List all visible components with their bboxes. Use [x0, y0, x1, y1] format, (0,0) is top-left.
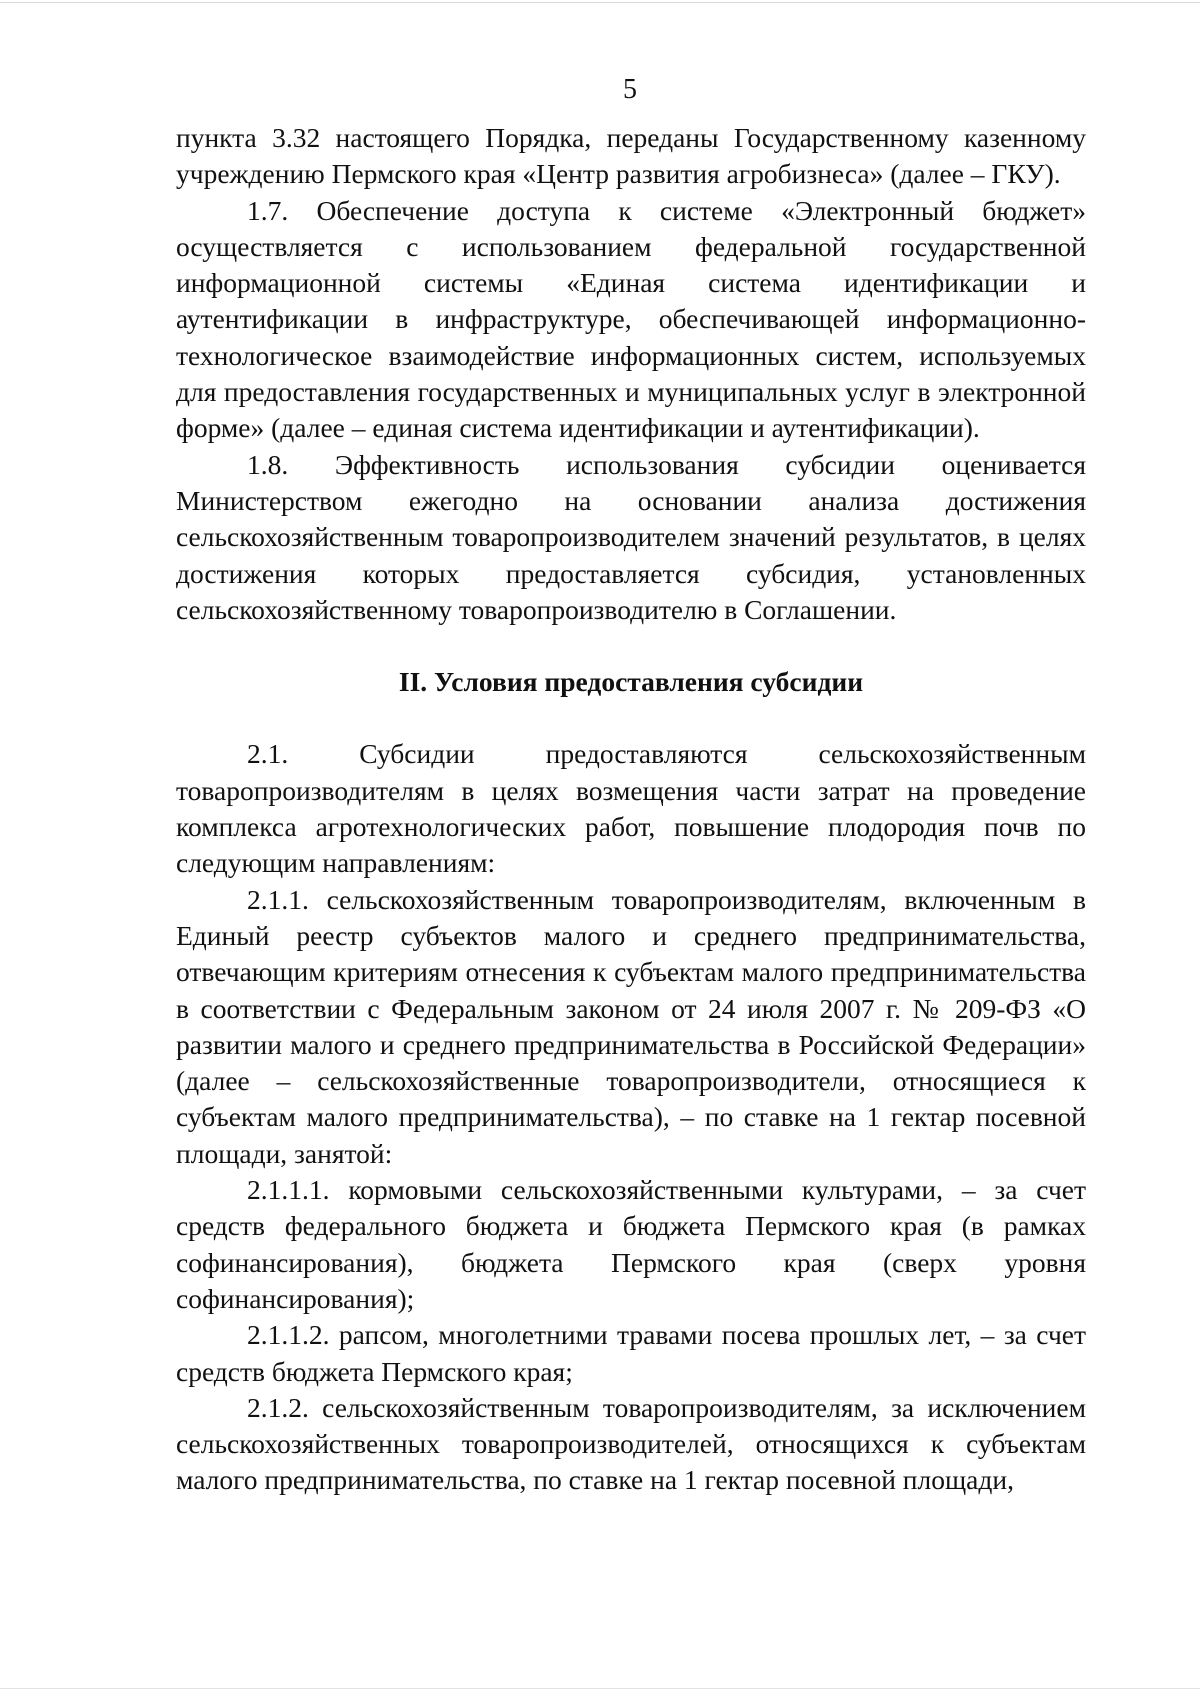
paragraph-2-1-2: 2.1.2. сельскохозяйственным товаропроизводителям, за исключением сельскохозяйственных товаропроизводителей, относящихся к субъектам малого предпринимательства, по ставке на 1 гектар посевной площади, [176, 1391, 1086, 1496]
paragraph-2-1-1-2: 2.1.1.2. рапсом, многолетними травами посева прошлых лет, – за счет средств бюджета Пермского края; [176, 1319, 1086, 1387]
paragraph-2-1-1-1: 2.1.1.1. кормовыми сельскохозяйственными культурами, – за счет средств федерального бюджета и бюджета Пермского края (в рамках софинансирования), бюджета Пермского края (сверх уровня софинансирования); [176, 1174, 1086, 1314]
scan-edge-top [0, 2, 1200, 3]
paragraph-continuation: пункта 3.32 настоящего Порядка, переданы Государственному казенному учреждению Пермского края «Центр развития агробизнеса» (далее – ГКУ). [176, 122, 1086, 190]
paragraph-1-8: 1.8. Эффективность использования субсидии оценивается Министерством ежегодно на основании анализа достижения сельскохозяйственным товаропроизводителем значений результатов, в целях достижения которых предоставляется субсидия, установленных сельскохозяйственному товаропроизводителю в Соглашении. [176, 448, 1086, 625]
section-heading: II. Условия предоставления субсидии [398, 666, 864, 698]
paragraph-1-7: 1.7. Обеспечение доступа к системе «Электронный бюджет» осуществляется с использованием федеральной государственной информационной системы «Единая система идентификации и аутентификации в инфраструктуре, обеспечивающей информационно-технологическое взаимодействие информационных систем, используемых для предоставления государственных и муниципальных услуг в электронной форме» (далее – единая система идентификации и аутентификации). [176, 194, 1086, 444]
scan-edge-bottom [0, 1688, 1200, 1689]
document-body [176, 120, 1086, 1499]
paragraph-2-1: 2.1. Субсидии предоставляются сельскохозяйственным товаропроизводителям в целях возмещения части затрат на проведение комплекса агротехнологических работ, повышение плодородия почв по следующим направлениям: [176, 738, 1086, 879]
paragraph-2-1-1: 2.1.1. сельскохозяйственным товаропроизводителям, включенным в Единый реестр субъектов малого и среднего предпринимательства, отвечающим критериям отнесения к субъектам малого предпринимательства в соответствии с Федеральным законом от 24 июля 2007 г. № 209-ФЗ «О развитии малого и среднего предпринимательства в Российской Федерации» (далее – сельскохозяйственные товаропроизводители, относящиеся к субъектам малого предпринимательства), – по ставке на 1 гектар посевной площади, занятой: [176, 883, 1086, 1169]
page-number: 5 [623, 74, 637, 105]
